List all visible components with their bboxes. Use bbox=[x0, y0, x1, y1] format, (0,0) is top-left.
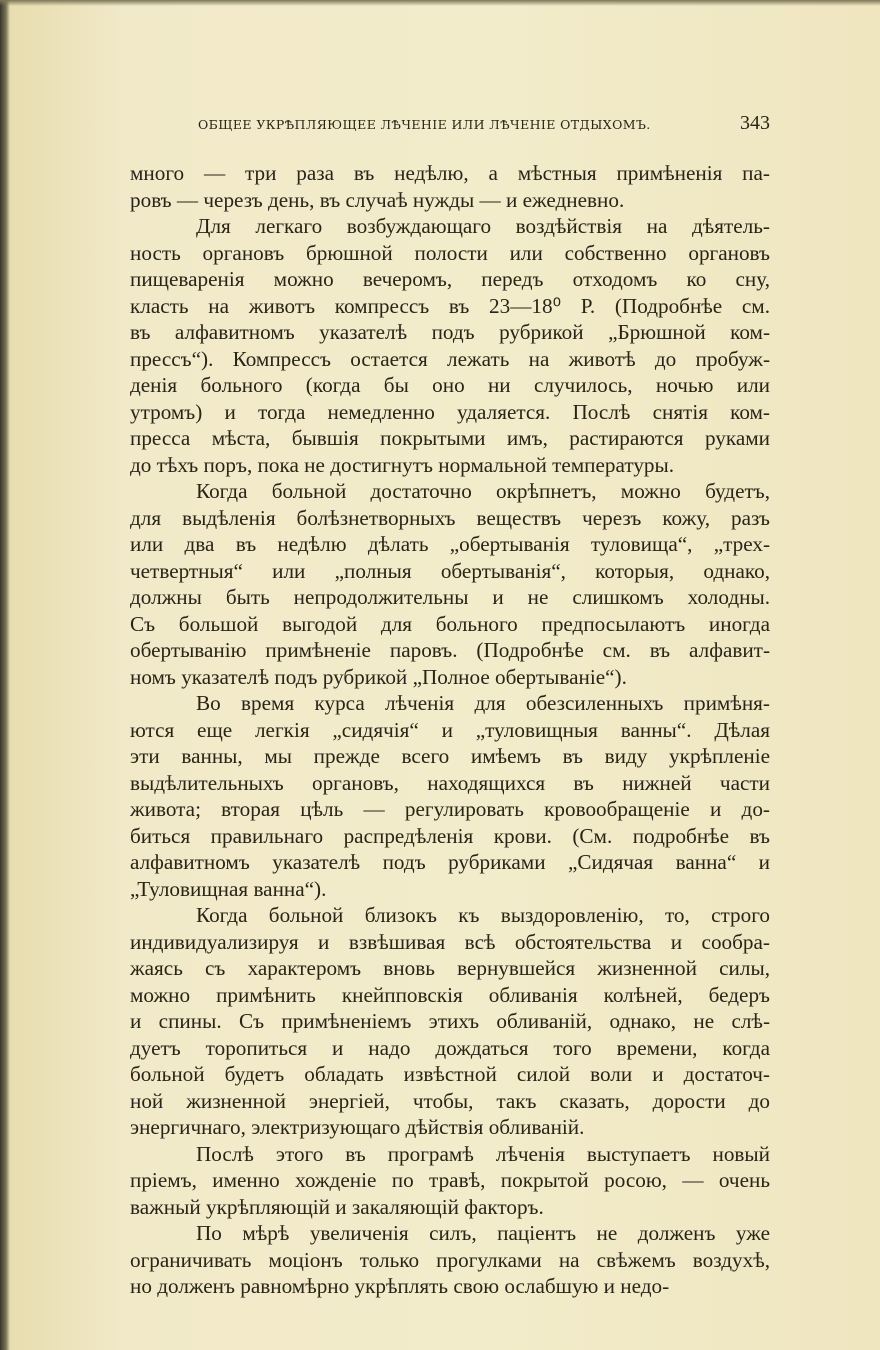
text-line: много — три раза въ недѣлю, а мѣстныя примѣненія па- bbox=[130, 161, 770, 185]
text-line: „Туловищная ванна“). bbox=[130, 876, 327, 901]
text-line: и спины. Съ примѣненіемъ этихъ обливаній, однако, не слѣ- bbox=[130, 1009, 770, 1033]
text-line: биться правильнаго распредѣленія крови. (См. подробнѣе въ bbox=[130, 823, 770, 848]
text-line: пресса мѣста, бывшія покрытыми имъ, растираются руками bbox=[130, 426, 770, 450]
text-line: больной будетъ обладать извѣстной силой воли и достаточ- bbox=[130, 1062, 770, 1086]
text-line: энергичнаго, электризующаго дѣйствія обливаній. bbox=[130, 1115, 585, 1139]
text-line: Съ большой выгодой для больного предпосылаютъ иногда bbox=[130, 611, 770, 636]
paragraph bbox=[130, 1220, 770, 1300]
paragraph bbox=[130, 160, 770, 213]
text-line: класть на животъ компрессъ въ 23—18⁰ Р. (Подробнѣе см. bbox=[130, 293, 770, 318]
text-line: пріемъ, именно хожденіе по травѣ, покрытой росою, — очень bbox=[130, 1168, 770, 1192]
text-line: ность органовъ брюшной полости или собственно органовъ bbox=[130, 240, 770, 265]
text-line: Когда больной достаточно окрѣпнетъ, можно будетъ, bbox=[196, 479, 770, 503]
text-line: индивидуализируя и взвѣшивая всѣ обстоятельства и сообра- bbox=[130, 929, 770, 954]
text-line: но долженъ равномѣрно укрѣплять свою ослабшую и недо- bbox=[130, 1274, 670, 1298]
text-line: Когда больной близокъ къ выздоровленію, то, строго bbox=[196, 903, 770, 927]
text-line: По мѣрѣ увеличенія силъ, паціентъ не долженъ уже bbox=[196, 1221, 770, 1245]
text-line: живота; вторая цѣль — регулировать кровообращеніе и до- bbox=[130, 797, 770, 821]
paragraph bbox=[130, 478, 770, 690]
page-number: 343 bbox=[740, 112, 770, 134]
text-line: обертыванію примѣненіе паровъ. (Подробнѣе см. въ алфавит- bbox=[130, 638, 770, 662]
text-line: пищеваренія можно вечеромъ, передъ отходомъ ко сну, bbox=[130, 267, 770, 291]
paragraph bbox=[130, 690, 770, 902]
text-line: въ алфавитномъ указателѣ подъ рубрикой „Брюшной ком- bbox=[130, 320, 770, 344]
text-line: Во время курса лѣченія для обезсиленныхъ примѣня- bbox=[196, 691, 770, 715]
paragraph bbox=[130, 902, 770, 1141]
text-line: ровъ — черезъ день, въ случаѣ нужды — и ежедневно. bbox=[130, 187, 625, 212]
paragraph bbox=[130, 1141, 770, 1221]
text-line: до тѣхъ поръ, пока не достигнутъ нормальной температуры. bbox=[130, 452, 675, 477]
text-line: для выдѣленія болѣзнетворныхъ веществъ черезъ кожу, разъ bbox=[130, 505, 770, 530]
text-line: ются еще легкія „сидячія“ и „туловищныя ванны“. Дѣлая bbox=[130, 717, 770, 742]
text-line: важный укрѣпляющій и закаляющій факторъ. bbox=[130, 1194, 544, 1219]
page-left-edge-shadow bbox=[0, 0, 10, 1350]
text-line: прессъ“). Компрессъ остается лежать на животѣ до пробуж- bbox=[130, 346, 770, 371]
text-line: должны быть непродолжительны и не слишкомъ холодны. bbox=[130, 585, 770, 609]
text-line: Для легкаго возбуждающаго воздѣйствія на дѣятель- bbox=[196, 214, 770, 238]
text-line: номъ указателѣ подъ рубрикой „Полное обертываніе“). bbox=[130, 664, 627, 689]
text-line: алфавитномъ указателѣ подъ рубриками „Сидячая ванна“ и bbox=[130, 850, 770, 874]
text-line: четвертныя“ или „полныя обертыванія“, которыя, однако, bbox=[130, 558, 770, 583]
page-top-edge-shadow bbox=[0, 0, 880, 6]
running-head: ОБЩЕЕ УКРѢПЛЯЮЩЕЕ ЛѢЧЕНІЕ ИЛИ ЛѢЧЕНІЕ ОТДЫХОМЪ. bbox=[198, 117, 651, 132]
text-line: эти ванны, мы прежде всего имѣемъ въ виду укрѣпленіе bbox=[130, 744, 770, 768]
text-line: ной жизненной энергіей, чтобы, такъ сказать, дорости до bbox=[130, 1088, 770, 1113]
text-line: ограничивать моціонъ только прогулками на свѣжемъ воздухѣ, bbox=[130, 1247, 770, 1272]
text-line: выдѣлительныхъ органовъ, находящихся въ нижней части bbox=[130, 770, 770, 795]
paragraph bbox=[130, 213, 770, 478]
text-line: жаясь съ характеромъ вновь вернувшейся жизненной силы, bbox=[130, 956, 770, 980]
text-line: Послѣ этого въ програмѣ лѣченія выступаетъ новый bbox=[196, 1141, 770, 1166]
text-line: денія больного (когда бы оно ни случилось, ночью или bbox=[130, 373, 770, 397]
text-line: дуетъ торопиться и надо дождаться того времени, когда bbox=[130, 1035, 770, 1060]
text-line: можно примѣнить кнейпповскія обливанія колѣней, бедеръ bbox=[130, 982, 770, 1007]
text-line: утромъ) и тогда немедленно удаляется. Послѣ снятія ком- bbox=[130, 399, 770, 424]
body-text bbox=[130, 160, 770, 1300]
text-line: или два въ недѣлю дѣлать „обертыванія туловища“, „трех- bbox=[130, 532, 770, 556]
